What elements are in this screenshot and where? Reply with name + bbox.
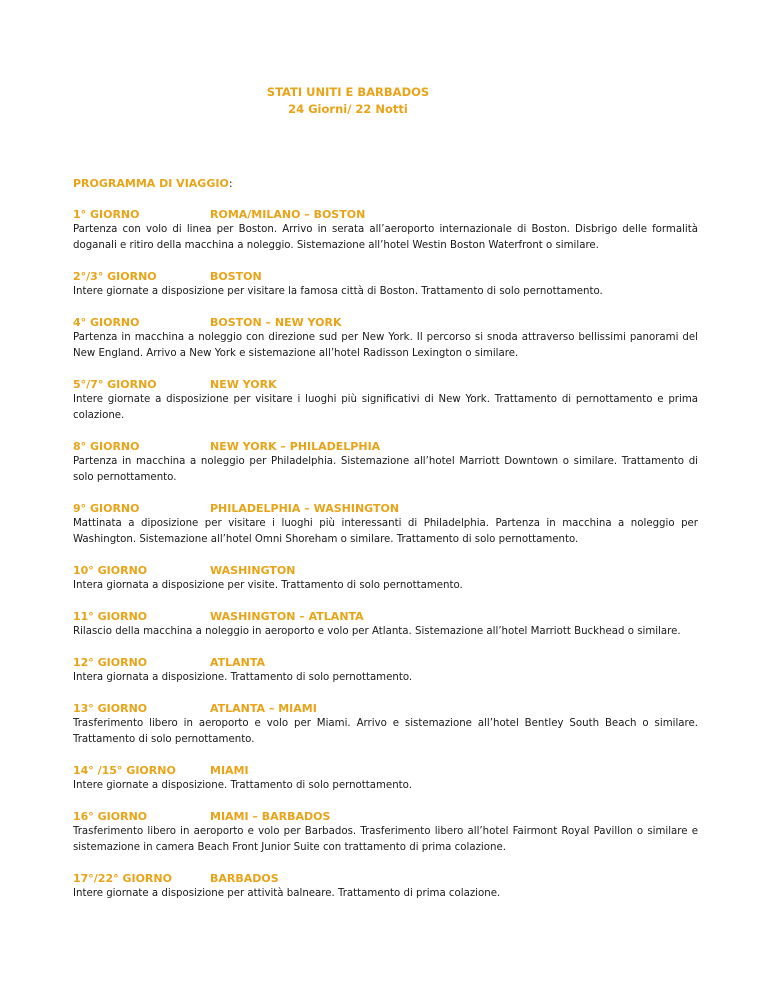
- program-colon: :: [228, 177, 233, 190]
- day-description: Trasferimento libero in aeroporto e volo per Barbados. Trasferimento libero all’hotel Fairmont Royal Pavillon o similare e sistemazione in camera Beach Front Junior Suite con trattamento di prima colazione.: [73, 826, 698, 853]
- itinerary-day: [73, 763, 698, 794]
- day-heading: [73, 563, 698, 578]
- itinerary-day: [73, 315, 698, 362]
- day-heading: [73, 763, 698, 778]
- day-route: WASHINGTON – ATLANTA: [210, 610, 364, 623]
- day-route: MIAMI: [210, 764, 249, 777]
- day-route: NEW YORK: [210, 378, 277, 391]
- day-description: Intere giornate a disposizione per visitare la famosa città di Boston. Trattamento di solo pernottamento.: [73, 286, 603, 297]
- day-heading: [73, 269, 698, 284]
- day-route: MIAMI – BARBADOS: [210, 810, 331, 823]
- itinerary-day: [73, 871, 698, 902]
- itinerary-day: [73, 655, 698, 686]
- itinerary-day: [73, 207, 698, 254]
- day-number: 5°/7° GIORNO: [73, 378, 157, 391]
- day-route: BOSTON – NEW YORK: [210, 316, 342, 329]
- day-heading: [73, 609, 698, 624]
- day-description: Partenza con volo di linea per Boston. Arrivo in serata all’aeroporto internazionale di Boston. Disbrigo delle formalità doganali e ritiro della macchina a noleggio. Sistemazione all’hotel Westin Boston Waterfront o similare.: [73, 224, 698, 251]
- day-route: ATLANTA: [210, 656, 266, 669]
- day-route: ATLANTA – MIAMI: [210, 702, 317, 715]
- day-description: Intera giornata a disposizione per visite. Trattamento di solo pernottamento.: [73, 580, 463, 591]
- day-number: 14° /15° GIORNO: [73, 764, 176, 777]
- document-title: STATI UNITI E BARBADOS: [266, 85, 430, 99]
- itinerary-day: [73, 501, 698, 548]
- day-heading: [73, 701, 698, 716]
- day-number: 8° GIORNO: [73, 440, 140, 453]
- itinerary-day: [73, 377, 698, 424]
- itinerary-day: [73, 269, 698, 300]
- day-heading: [73, 439, 698, 454]
- itinerary-day: [73, 563, 698, 594]
- day-description: Partenza in macchina a noleggio per Philadelphia. Sistemazione all’hotel Marriott Downtown o similare. Trattamento di solo pernottamento.: [73, 456, 698, 483]
- day-number: 13° GIORNO: [73, 702, 148, 715]
- day-route: BARBADOS: [210, 872, 279, 885]
- day-heading: [73, 377, 698, 392]
- day-description: Partenza in macchina a noleggio con direzione sud per New York. Il percorso si snoda attraverso bellissimi panorami del New England. Arrivo a New York e sistemazione all’hotel Radisson Lexington o similare.: [73, 332, 698, 359]
- program-heading: [73, 177, 233, 190]
- itinerary-day: [73, 809, 698, 856]
- day-heading: [73, 809, 698, 824]
- day-description: Rilascio della macchina a noleggio in aeroporto e volo per Atlanta. Sistemazione all’hotel Marriott Buckhead o similare.: [73, 626, 681, 637]
- day-heading: [73, 207, 698, 222]
- day-heading: [73, 315, 698, 330]
- itinerary-day: [73, 609, 698, 640]
- day-route: PHILADELPHIA – WASHINGTON: [210, 502, 400, 515]
- day-route: BOSTON: [210, 270, 262, 283]
- day-number: 16° GIORNO: [73, 810, 148, 823]
- document-subtitle: 24 Giorni/ 22 Notti: [288, 102, 408, 116]
- day-description: Trasferimento libero in aeroporto e volo per Miami. Arrivo e sistemazione all’hotel Bentley South Beach o similare. Trattamento di solo pernottamento.: [73, 718, 698, 745]
- itinerary-day: [73, 439, 698, 486]
- day-number: 17°/22° GIORNO: [73, 872, 172, 885]
- day-route: WASHINGTON: [210, 564, 296, 577]
- day-description: Mattinata a diposizione per visitare i luoghi più interessanti di Philadelphia. Partenza in macchina a noleggio per Washington. Sistemazione all’hotel Omni Shoreham o similare. Trattamento di solo pernottamento.: [73, 518, 698, 545]
- title-block: [0, 84, 696, 118]
- day-number: 1° GIORNO: [73, 208, 140, 221]
- day-description: Intera giornata a disposizione. Trattamento di solo pernottamento.: [73, 672, 413, 683]
- day-description: Intere giornate a disposizione per visitare i luoghi più significativi di New York. Trattamento di pernottamento e prima colazione.: [73, 394, 698, 421]
- day-description: Intere giornate a disposizione per attività balneare. Trattamento di prima colazione.: [73, 888, 501, 899]
- day-number: 12° GIORNO: [73, 656, 148, 669]
- day-number: 2°/3° GIORNO: [73, 270, 157, 283]
- itinerary-list: [73, 207, 698, 917]
- day-heading: [73, 655, 698, 670]
- day-route: NEW YORK – PHILADELPHIA: [210, 440, 381, 453]
- day-number: 9° GIORNO: [73, 502, 140, 515]
- program-label: PROGRAMMA DI VIAGGIO: [73, 177, 229, 190]
- day-heading: [73, 871, 698, 886]
- day-number: 11° GIORNO: [73, 610, 148, 623]
- day-number: 10° GIORNO: [73, 564, 148, 577]
- itinerary-day: [73, 701, 698, 748]
- day-route: ROMA/MILANO – BOSTON: [210, 208, 366, 221]
- day-number: 4° GIORNO: [73, 316, 140, 329]
- day-heading: [73, 501, 698, 516]
- day-description: Intere giornate a disposizione. Trattamento di solo pernottamento.: [73, 780, 412, 791]
